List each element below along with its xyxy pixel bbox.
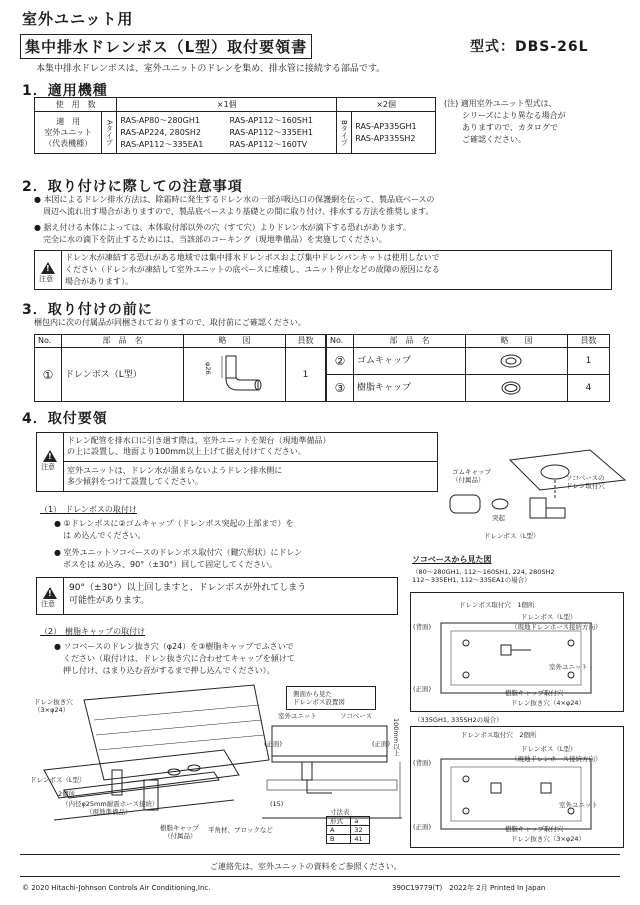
warning-icon-cell — [37, 433, 64, 491]
model-item: RAS-AP112～160SH1 — [229, 115, 313, 125]
fig-label: 樹脂キャップ取付穴 — [505, 689, 564, 697]
fig-label: ドレンボス（L型） — [521, 745, 577, 753]
fig-label: 樹脂キャップ取付穴 — [505, 825, 564, 833]
fig-label: （現地ドレンホース接続方向） — [511, 755, 602, 763]
step-line: ● 室外ユニットソコベースのドレンボス取付穴（鍵穴形状）にドレン — [54, 548, 303, 557]
bullet-line: 完全に水の滴下を防止するためには、当該部のコーキング（現地準備品）を実施してください。 — [43, 235, 387, 244]
part-no: ② — [327, 348, 354, 375]
label-drain-boss: ドレンボス（L型） — [484, 532, 540, 540]
label-over-100: 100mm以上 — [392, 718, 400, 757]
bottom-view-panel-2 — [410, 726, 624, 848]
side-view-title-box — [286, 686, 376, 710]
fig-label: ドレンボス（L型） — [521, 613, 577, 621]
warning-line: ドレン水が凍結する恐れがある地域では集中排水ドレンボスおよび集中ドレンパンキットは使用しないで — [65, 253, 440, 262]
fig-label: 112～335EH1, 112～335EA1の場合） — [412, 576, 531, 584]
section-3-intro: 梱包内に次の付属品が同梱されておりますので、取付前にご確認ください。 — [34, 318, 306, 327]
col-name: 部 品 名 — [354, 335, 466, 348]
step-line: ● ソコベースのドレン抜き穴（φ24）を③樹脂キャップでふさいで — [54, 642, 294, 651]
note-line: シリーズにより異なる場合が — [462, 111, 566, 120]
warning-icon — [41, 262, 55, 274]
models-a-col2 — [226, 112, 336, 154]
label-two-places: 2個所 — [58, 790, 76, 798]
table-head-use: 使 用 数 — [35, 98, 117, 112]
label-block: 平角材、ブロックなど — [208, 826, 273, 834]
panel-2-title: （335GH1, 335SH2の場合） — [414, 716, 503, 724]
sub-1-title: （1） ドレンボスの取付け — [40, 505, 137, 514]
label-front-side: (正面) — [264, 740, 283, 748]
fig-label: ドレンボス設置図 — [293, 698, 345, 706]
fig-label: ゴムキャップ — [452, 468, 491, 476]
caution-bullet-2 — [34, 222, 411, 246]
right-figure-models — [412, 568, 555, 584]
warning-icon-cell — [37, 578, 64, 614]
category-label: 室外ユニット用 — [22, 10, 134, 28]
label-outdoor-unit: 室外ユニット — [278, 712, 317, 720]
dim-col-a: a — [351, 817, 370, 826]
model-label: 型式：DBS-26L — [470, 39, 589, 55]
caution-text-1 — [67, 435, 330, 457]
install-caution-box — [36, 432, 438, 492]
models-b — [352, 112, 436, 154]
part-qty: 1 — [286, 348, 326, 402]
part-name: ドレンボス（L型） — [62, 348, 184, 402]
fig-label: （3×φ24） — [34, 706, 70, 714]
bullet-line: ● 据え付ける本体によっては、本体取付部以外の穴（すて穴）よりドレン水が滴下する恐れがあります。 — [34, 223, 411, 232]
part-qty: 4 — [568, 375, 610, 402]
warning-icon-cell — [35, 251, 62, 289]
dim-type: A — [327, 826, 351, 835]
fig-label: 室外ユニット — [549, 663, 588, 671]
dim-table-title: 寸法表 — [330, 808, 350, 816]
fig-label: （80～280GH1, 112～160SH1, 224, 280SH2 — [412, 568, 555, 576]
rotation-warning-text — [69, 582, 306, 608]
fig-label: ソコベースの — [566, 474, 605, 482]
part-name: 樹脂キャップ — [354, 375, 466, 402]
col-fig: 略 図 — [184, 335, 286, 348]
col-no: No. — [35, 335, 62, 348]
document-code: 390C19779(T) 2022年 2月 Printed In Japan — [392, 884, 546, 892]
models-a-col1 — [117, 112, 227, 154]
step-line: ください（取付けは、ドレン抜き穴に合わせてキャップを傾けて — [63, 654, 295, 663]
step-1a — [54, 518, 293, 542]
drain-boss-icon — [186, 350, 276, 400]
note-line: ご確認ください。 — [462, 135, 526, 144]
row-label-line: 適 用 — [56, 117, 81, 126]
dim-value: 32 — [351, 826, 370, 835]
parts-table-right — [326, 334, 610, 402]
bullet-line: 周辺へ流れ出す場合がありますので、製品底ベースより基礎との間に取り付け、排水する方法を推奨します。 — [43, 207, 434, 216]
fig-label: ドレンボス取付穴 1個所 — [459, 601, 535, 609]
contact-text: ご連絡先は、室外ユニットの資料をご参照ください。 — [210, 862, 402, 871]
applicable-models-table — [34, 97, 436, 154]
fig-label: ドレン抜き穴（3×φ24） — [511, 835, 585, 843]
warning-icon — [43, 450, 57, 462]
part-no: ① — [35, 348, 62, 402]
fig-label: ドレン抜き穴 — [34, 698, 73, 706]
type-b-label: Bタイプ — [337, 112, 352, 154]
col-no: No. — [327, 335, 354, 348]
step-line: ● ①ドレンボスに②ゴムキャップ（ドレンボス突起の上部まで）を — [54, 519, 294, 528]
section-1-title: 1．適用機種 — [22, 83, 108, 99]
fig-label: (正面) — [413, 823, 432, 831]
model-item: RAS-AP112～160TV — [229, 139, 308, 149]
model-item: RAS-AP80～280GH1 — [120, 115, 200, 125]
fig-label: (背面) — [413, 623, 432, 631]
model-item: RAS-AP112～335EA1 — [120, 139, 204, 149]
label-drain-hole — [34, 698, 73, 714]
col-qty: 員数 — [568, 335, 610, 348]
dim-value: 41 — [351, 835, 370, 844]
row-label-line: 室外ユニット — [44, 128, 93, 137]
fig-label: 室外ユニット — [559, 801, 598, 809]
label-front-side-2: (正面) — [372, 740, 391, 748]
copyright: © 2020 Hitachi-Johnson Controls Air Conditioning,Inc. — [22, 884, 211, 892]
section-3-title: 3．取り付けの前に — [22, 302, 153, 318]
model-item: RAS-AP335GH1 — [355, 121, 417, 131]
warning-line: 場合があります）。 — [65, 277, 133, 286]
label-drain-boss-2: ドレンボス（L型） — [30, 776, 86, 784]
part-figure-rubber-cap — [466, 348, 568, 375]
dimension-table — [326, 808, 370, 844]
bottom-view-panel-1 — [410, 592, 624, 712]
caution-line: 室外ユニットは、ドレン水が溜まらないようドレン排水側に — [67, 466, 283, 475]
caution-line: ドレン配管を排水口に引き廻す際は、室外ユニットを架台（現地準備品） — [67, 436, 331, 445]
warning-label: 注意 — [39, 275, 53, 283]
dimension-label: φ26 — [204, 362, 212, 375]
model-item: RAS-AP335SH2 — [355, 133, 416, 143]
fig-label: （付属品） — [452, 476, 485, 484]
col-name: 部 品 名 — [62, 335, 184, 348]
row-label — [35, 112, 102, 154]
caution-bullet-1 — [34, 194, 435, 218]
warning-label: 注意 — [41, 600, 55, 608]
warning-line: 90°（±30°）以上回しますと、ドレンボスが外れてしまう — [69, 583, 307, 593]
fig-label: 側面から見た — [293, 690, 332, 698]
document-title: 集中排水ドレンボス（L型）取付要領書 — [20, 34, 312, 59]
parts-table-left — [34, 334, 326, 402]
section-4-title: 4．取付要領 — [22, 411, 108, 427]
col-fig: 略 図 — [466, 335, 568, 348]
bullet-line: ● 本図によるドレン排水方法は、除霜時に発生するドレン水の一部が吸込口の保護網を伝って、製品底ベースの — [34, 195, 435, 204]
part-figure-drain-boss — [184, 348, 286, 402]
table-head-x1: ×1個 — [117, 98, 337, 112]
step-line: ボスをは め込み、90°（±30°）回して固定してください。 — [63, 560, 278, 569]
caution-line: 多少傾斜をつけて設置してください。 — [67, 477, 203, 486]
intro-text: 本集中排水ドレンボスは、室外ユニットのドレンを集め、排水管に接続する部品です。 — [36, 64, 386, 74]
fig-label: （現地準備品） — [86, 808, 132, 816]
caution-text-2 — [67, 465, 282, 487]
fig-label: 樹脂キャップ — [160, 824, 199, 832]
type-a-label: Aタイプ — [102, 112, 117, 154]
step-2 — [54, 641, 295, 677]
step-line: は め込んでください。 — [63, 531, 146, 540]
col-qty: 員数 — [286, 335, 326, 348]
right-figure-title: ソコベースから見た図 — [412, 555, 492, 564]
section-2-title: 2．取り付けに際しての注意事項 — [22, 179, 243, 195]
part-name: ゴムキャップ — [354, 348, 466, 375]
model-item: RAS-AP224, 280SH2 — [120, 127, 201, 137]
label-protrusion: 突起 — [492, 514, 505, 522]
warning-label: 注意 — [41, 463, 55, 471]
rotation-warning-box — [36, 577, 398, 615]
step-1b — [54, 547, 302, 571]
dim-type: B — [327, 835, 351, 844]
models-note — [444, 98, 566, 146]
model-item: RAS-AP112～335EH1 — [229, 127, 313, 137]
caution-line: の上に設置し、地面より100mm以上上げて据え付けてください。 — [67, 447, 306, 456]
fig-label: ドレン取付穴 — [566, 482, 605, 490]
part-no: ③ — [327, 375, 354, 402]
part-qty: 1 — [568, 348, 610, 375]
fig-label: （現地ドレンホース接続方向） — [511, 623, 602, 631]
label-gom-cap — [452, 468, 491, 484]
warning-line: 可能性があります。 — [69, 596, 150, 606]
fig-label: （付属品） — [164, 832, 197, 840]
label-resin-cap — [160, 824, 199, 840]
step-line: 押し付け、はまり込む音がするまで押し込んでください）。 — [63, 666, 275, 675]
label-socobase-2: ソコベース — [340, 712, 373, 720]
sub-2-title: （2） 樹脂キャップの取付け — [40, 627, 146, 636]
fig-label: ドレン抜き穴（4×φ24） — [511, 699, 585, 707]
side-view-title — [293, 690, 345, 706]
row-label-line: （代表機種） — [44, 139, 93, 148]
resin-cap-icon — [466, 377, 556, 399]
part-figure-resin-cap — [466, 375, 568, 402]
rubber-cap-icon — [466, 350, 556, 372]
note-line: (注) 適用室外ユニット型式は、 — [444, 99, 557, 108]
fig-label: （内径φ25mm耐震ホース接続） — [62, 800, 159, 808]
label-dim-15: (15) — [270, 800, 284, 808]
note-line: ありますので、カタログで — [462, 123, 558, 132]
warning-line: ください（ドレン水が凍結して室外ユニットの底ベースに堆積し、ユニット停止などの故障の原因になる — [65, 265, 440, 274]
fig-label: (正面) — [413, 685, 432, 693]
fig-label: (背面) — [413, 759, 432, 767]
warning-text — [65, 252, 440, 288]
dim-col-type: 形式 — [327, 817, 351, 826]
table-head-x2: ×2個 — [337, 98, 436, 112]
fig-label: ドレンボス取付穴 2個所 — [461, 731, 537, 739]
warning-icon — [43, 587, 57, 599]
label-socobase — [566, 474, 605, 490]
label-hose — [62, 800, 158, 816]
freeze-warning-box — [34, 250, 612, 290]
